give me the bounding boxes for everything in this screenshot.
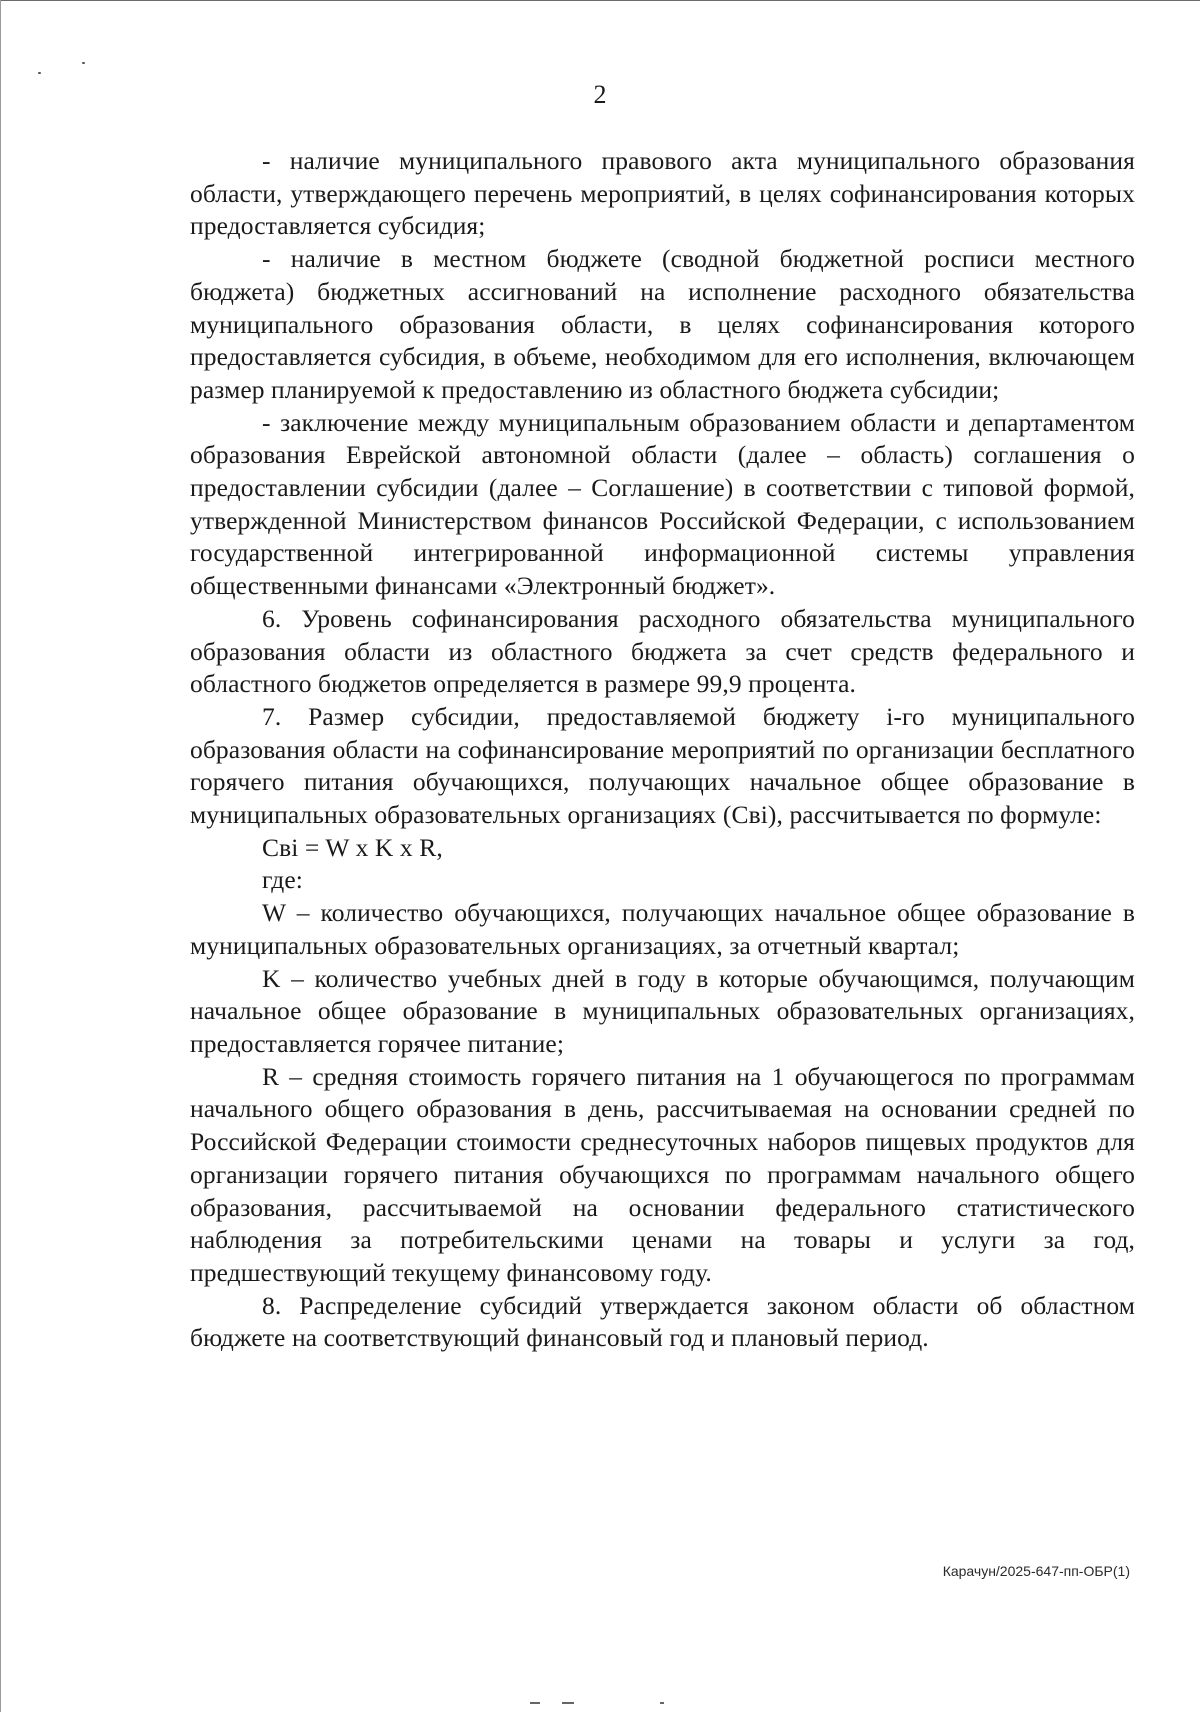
scan-speck [82, 62, 85, 64]
paragraph-item-6: 6. Уровень софинансирования расходного обязательства муниципального образования области из областного бюджета за счет средств федерального и областного бюджетов определяется в размере 99,9 процента. [190, 603, 1135, 699]
scan-speck [38, 72, 41, 74]
scan-bottom-mark [562, 1702, 574, 1704]
document-body [190, 145, 1135, 1355]
formula: Свi = W x K x R, [262, 832, 443, 862]
paragraph-local-budget: - наличие в местном бюджете (сводной бюджетной росписи местного бюджета) бюджетных ассигнований на исполнение расходного обязательства муниципального образования области, в целях софинансирования которого предоставляется субсидия, в объеме, необходимом для его исполнения, включающем размер планируемой к предоставлению из областного бюджета субсидии; [190, 244, 1135, 404]
scan-top-edge [0, 0, 1200, 5]
definition-k: K – количество учебных дней в году в которые обучающимся, получающим начальное общее образование в муниципальных образовательных организациях, предоставляется горячее питание; [190, 963, 1135, 1058]
page-number: 2 [593, 80, 607, 109]
formula-where: где: [262, 865, 303, 895]
definition-r: R – средняя стоимость горячего питания на 1 обучающегося по программам начального общего образования в день, рассчитываемая на основании средней по Российской Федерации стоимости среднесуточных наборов пищевых продуктов для организации горячего питания обучающихся по программам начального общего образования, рассчитываемой на основании федерального статистического наблюдения за потребительскими ценами на товары и услуги за год, предшествующий текущему финансовому году. [190, 1061, 1135, 1287]
paragraph-item-8: 8. Распределение субсидий утверждается законом области об областном бюджете на соответствующий финансовый год и плановый период. [190, 1290, 1135, 1353]
paragraph-item-7: 7. Размер субсидии, предоставляемой бюджету i-го муниципального образования области на софинансирование мероприятий по организации бесплатного горячего питания обучающихся, получающих начальное общее образование в муниципальных образовательных организациях (Свi), рассчитывается по формуле: [190, 701, 1135, 830]
scan-bottom-mark [530, 1702, 540, 1704]
document-footer-code: Карачун/2025-647-пп-ОБР(1) [942, 1563, 1130, 1579]
definition-w: W – количество обучающихся, получающих начальное общее образование в муниципальных образовательных организациях, за отчетный квартал; [190, 898, 1135, 960]
scan-left-edge [0, 0, 1, 1712]
scan-bottom-mark [660, 1702, 664, 1704]
paragraph-agreement: - заключение между муниципальным образованием области и департаментом образования Еврейской автономной области (далее – область) соглашения о предоставлении субсидии (далее – Соглашение) в соответствии с типовой формой, утвержденной Министерством финансов Российской Федерации, с использованием государственной интегрированной информационной системы управления общественными финансами «Электронный бюджет». [190, 407, 1135, 601]
paragraph-municipal-act: - наличие муниципального правового акта муниципального образования области, утверждающего перечень мероприятий, в целях софинансирования которых предоставляется субсидия; [190, 146, 1135, 241]
